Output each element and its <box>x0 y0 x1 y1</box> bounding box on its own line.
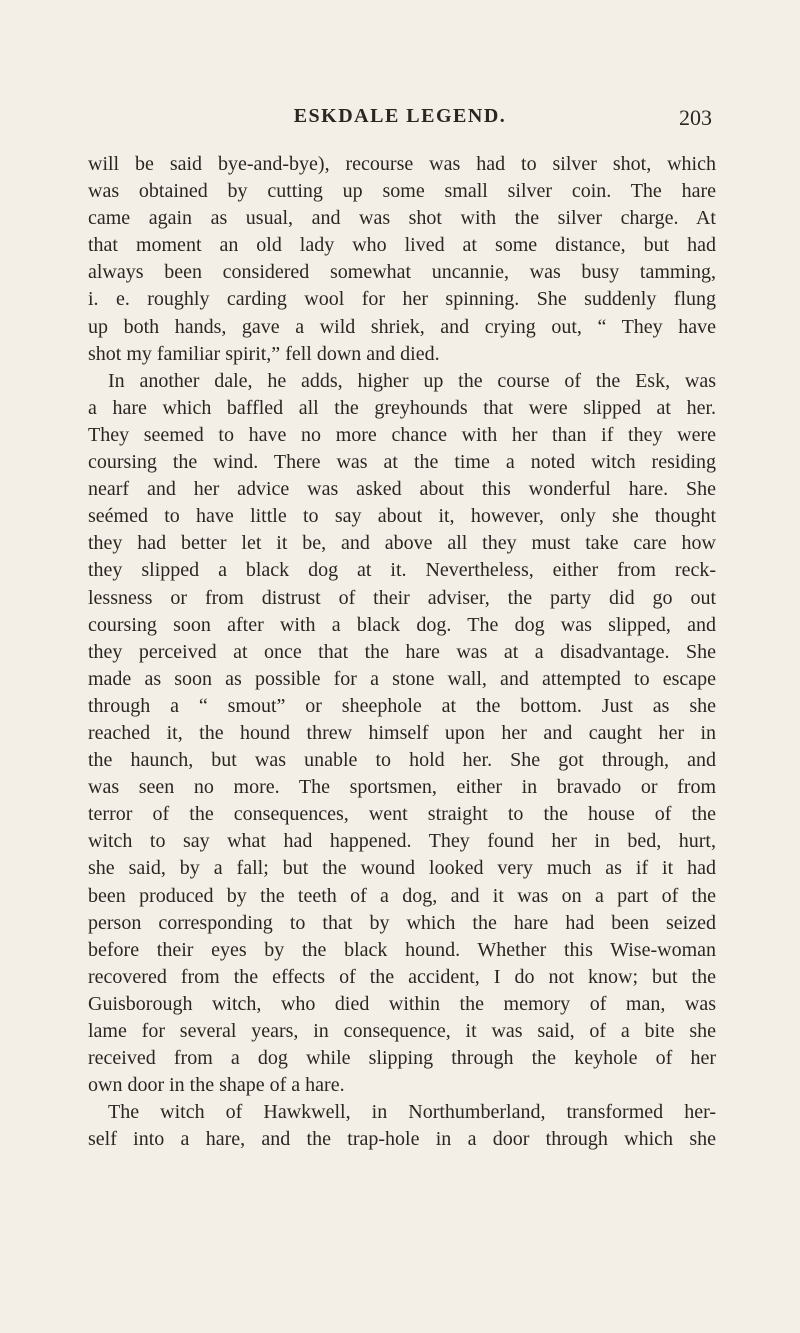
text-line: a hare which baffled all the greyhounds that were slipped at her. <box>88 396 716 419</box>
text-line: lessness or from distrust of their adviser, the party did go out <box>88 586 716 609</box>
text-line: coursing the wind. There was at the time a noted witch residing <box>88 451 716 474</box>
text-line: was obtained by cutting up some small silver coin. The hare <box>88 180 716 203</box>
text-line: they perceived at once that the hare was at a disadvantage. She <box>88 640 716 663</box>
text-line: made as soon as possible for a stone wall, and attempted to escape <box>88 667 716 690</box>
text-line: received from a dog while slipping through the keyhole of her <box>88 1047 716 1070</box>
text-line: they had better let it be, and above all they must take care how <box>88 532 716 555</box>
running-head: ESKDALE LEGEND. <box>293 105 507 127</box>
text-line: lame for several years, in consequence, it was said, of a bite she <box>88 1020 716 1042</box>
text-line: up both hands, gave a wild shriek, and crying out, “ They have <box>88 315 716 338</box>
text-line: terror of the consequences, went straight to the house of the <box>88 803 716 826</box>
text-line: recovered from the effects of the accident, I do not know; but the <box>88 965 716 988</box>
text-line: shot my familiar spirit,” fell down and died. <box>88 342 440 365</box>
text-line: through a “ smout” or sheephole at the bottom. Just as she <box>88 694 716 717</box>
page-header <box>0 105 800 135</box>
text-line: she said, by a fall; but the wound looked very much as if it had <box>88 857 716 880</box>
text-line: own door in the shape of a hare. <box>88 1074 345 1097</box>
text-line: In another dale, he adds, higher up the course of the Esk, was <box>108 369 716 392</box>
text-line: always been considered somewhat uncannie, was busy tamming, <box>88 261 716 284</box>
text-line: person corresponding to that by which the hare had been seized <box>88 911 716 934</box>
text-line: seémed to have little to say about it, however, only she thought <box>88 505 716 528</box>
text-line: was seen no more. The sportsmen, either in bravado or from <box>88 776 716 799</box>
page-number: 203 <box>679 105 712 130</box>
text-line: been produced by the teeth of a dog, and it was on a part of the <box>88 884 716 907</box>
text-line: reached it, the hound threw himself upon her and caught her in <box>88 721 716 744</box>
body-text <box>88 151 716 1153</box>
text-line: the haunch, but was unable to hold her. She got through, and <box>88 749 716 772</box>
text-line: The witch of Hawkwell, in Northumberland, transformed her- <box>108 1101 716 1124</box>
text-line: nearf and her advice was asked about this wonderful hare. She <box>88 478 716 501</box>
text-line: self into a hare, and the trap-hole in a door through which she <box>88 1128 716 1151</box>
text-line: witch to say what had happened. They found her in bed, hurt, <box>88 830 716 853</box>
text-line: they slipped a black dog at it. Nevertheless, either from reck- <box>88 559 716 582</box>
text-line: came again as usual, and was shot with the silver charge. At <box>88 207 716 230</box>
text-line: before their eyes by the black hound. Whether this Wise-woman <box>88 938 716 961</box>
text-line: that moment an old lady who lived at some distance, but had <box>88 234 716 257</box>
text-line: Guisborough witch, who died within the memory of man, was <box>88 992 716 1015</box>
text-line: i. e. roughly carding wool for her spinning. She suddenly flung <box>88 288 716 311</box>
text-line: coursing soon after with a black dog. The dog was slipped, and <box>88 613 716 636</box>
text-line: will be said bye-and-bye), recourse was had to silver shot, which <box>88 153 716 175</box>
text-line: They seemed to have no more chance with her than if they were <box>88 423 716 446</box>
